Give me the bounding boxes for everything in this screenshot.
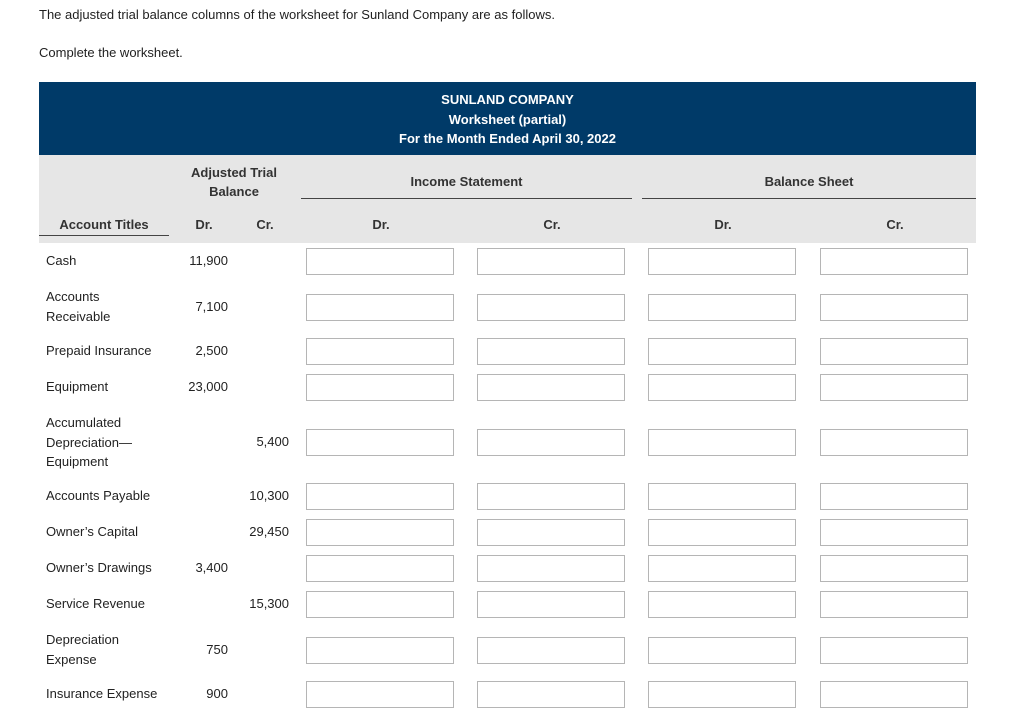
worksheet-header bbox=[39, 82, 976, 155]
is-cr-input[interactable] bbox=[477, 374, 625, 401]
account-title bbox=[46, 684, 157, 704]
worksheet bbox=[39, 82, 976, 701]
is-cr-input[interactable] bbox=[477, 637, 625, 664]
account-title bbox=[46, 287, 110, 326]
atb-cr-amount: 29,450 bbox=[249, 523, 289, 539]
atb-cr-amount: 5,400 bbox=[256, 434, 289, 450]
bs-cr-input[interactable] bbox=[820, 591, 968, 618]
is-cr-input[interactable] bbox=[477, 591, 625, 618]
bs-dr-input[interactable] bbox=[648, 294, 796, 321]
atb-dr-amount: 23,000 bbox=[188, 378, 228, 394]
atb-cr-heading: Cr. bbox=[256, 217, 274, 232]
account-title-line: Service Revenue bbox=[46, 596, 145, 611]
account-title-line: Owner’s Drawings bbox=[46, 560, 152, 575]
is-dr-input[interactable] bbox=[306, 519, 454, 546]
is-dr-heading: Dr. bbox=[372, 217, 390, 232]
bs-dr-input[interactable] bbox=[648, 429, 796, 456]
income-statement-underline bbox=[301, 198, 632, 199]
atb-dr-amount: 2,500 bbox=[195, 342, 228, 358]
is-cr-input[interactable] bbox=[477, 483, 625, 510]
atb-heading-line1: Adjusted Trial bbox=[191, 165, 277, 180]
is-dr-input[interactable] bbox=[306, 429, 454, 456]
account-titles-heading: Account Titles bbox=[59, 217, 149, 232]
bs-cr-input[interactable] bbox=[820, 338, 968, 365]
is-dr-input[interactable] bbox=[306, 338, 454, 365]
account-title bbox=[46, 413, 132, 472]
is-cr-input[interactable] bbox=[477, 338, 625, 365]
balance-sheet-underline bbox=[642, 198, 976, 199]
bs-cr-input[interactable] bbox=[820, 248, 968, 275]
bs-cr-input[interactable] bbox=[820, 519, 968, 546]
bs-cr-input[interactable] bbox=[820, 555, 968, 582]
bs-cr-input[interactable] bbox=[820, 681, 968, 708]
bs-dr-input[interactable] bbox=[648, 591, 796, 618]
is-cr-heading: Cr. bbox=[543, 217, 561, 232]
account-title bbox=[46, 558, 152, 578]
atb-cr-amount: 10,300 bbox=[249, 487, 289, 503]
account-title bbox=[46, 251, 76, 271]
is-dr-input[interactable] bbox=[306, 248, 454, 275]
atb-heading bbox=[179, 163, 289, 201]
bs-dr-input[interactable] bbox=[648, 483, 796, 510]
is-cr-input[interactable] bbox=[477, 555, 625, 582]
bs-dr-input[interactable] bbox=[648, 374, 796, 401]
bs-cr-input[interactable] bbox=[820, 294, 968, 321]
account-title-line: Receivable bbox=[46, 308, 111, 324]
atb-dr-amount: 900 bbox=[206, 685, 228, 701]
account-title-line: Equipment bbox=[46, 379, 109, 394]
account-title-line: Accounts Payable bbox=[46, 488, 151, 503]
atb-dr-heading: Dr. bbox=[195, 217, 213, 232]
is-dr-input[interactable] bbox=[306, 483, 454, 510]
atb-cr-amount: 15,300 bbox=[249, 595, 289, 611]
is-cr-input[interactable] bbox=[477, 681, 625, 708]
is-cr-input[interactable] bbox=[477, 519, 625, 546]
account-title-line: Accounts bbox=[46, 289, 100, 304]
atb-dr-amount: 3,400 bbox=[195, 559, 228, 575]
account-title-line: Depreciation bbox=[46, 632, 119, 647]
bs-cr-input[interactable] bbox=[820, 637, 968, 664]
account-titles-underline bbox=[39, 235, 169, 236]
account-title bbox=[46, 630, 119, 669]
is-cr-input[interactable] bbox=[477, 248, 625, 275]
account-title-line: Depreciation— bbox=[46, 434, 132, 450]
bs-cr-heading: Cr. bbox=[886, 217, 904, 232]
account-title-line: Equipment bbox=[46, 454, 109, 469]
is-dr-input[interactable] bbox=[306, 637, 454, 664]
atb-heading-line2: Balance bbox=[209, 184, 259, 199]
company-name: SUNLAND COMPANY bbox=[441, 92, 574, 107]
atb-dr-amount: 750 bbox=[206, 641, 228, 657]
account-title bbox=[46, 594, 145, 614]
account-title-line: Accumulated bbox=[46, 415, 122, 430]
account-title bbox=[46, 522, 138, 542]
is-dr-input[interactable] bbox=[306, 681, 454, 708]
income-statement-heading: Income Statement bbox=[410, 174, 523, 189]
bs-dr-input[interactable] bbox=[648, 519, 796, 546]
account-title-line: Insurance Expense bbox=[46, 686, 158, 701]
account-title bbox=[46, 341, 152, 361]
account-title-line: Cash bbox=[46, 253, 77, 268]
worksheet-title: Worksheet (partial) bbox=[448, 111, 567, 127]
bs-dr-input[interactable] bbox=[648, 338, 796, 365]
is-dr-input[interactable] bbox=[306, 374, 454, 401]
is-cr-input[interactable] bbox=[477, 429, 625, 456]
is-cr-input[interactable] bbox=[477, 294, 625, 321]
account-title bbox=[46, 486, 150, 506]
task-text: Complete the worksheet. bbox=[39, 45, 183, 60]
bs-cr-input[interactable] bbox=[820, 483, 968, 510]
bs-dr-input[interactable] bbox=[648, 681, 796, 708]
column-headers bbox=[39, 155, 976, 243]
atb-dr-amount: 11,900 bbox=[189, 252, 228, 268]
account-title bbox=[46, 377, 108, 397]
account-title-line: Expense bbox=[46, 651, 97, 667]
is-dr-input[interactable] bbox=[306, 555, 454, 582]
is-dr-input[interactable] bbox=[306, 591, 454, 618]
account-title-line: Owner’s Capital bbox=[46, 524, 139, 539]
bs-dr-heading: Dr. bbox=[714, 217, 732, 232]
worksheet-period: For the Month Ended April 30, 2022 bbox=[399, 131, 616, 146]
atb-dr-amount: 7,100 bbox=[195, 298, 228, 314]
bs-dr-input[interactable] bbox=[648, 248, 796, 275]
bs-dr-input[interactable] bbox=[648, 555, 796, 582]
bs-dr-input[interactable] bbox=[648, 637, 796, 664]
bs-cr-input[interactable] bbox=[820, 429, 968, 456]
bs-cr-input[interactable] bbox=[820, 374, 968, 401]
instructions-text: The adjusted trial balance columns of the worksheet for Sunland Company are as follows. bbox=[39, 7, 555, 22]
is-dr-input[interactable] bbox=[306, 294, 454, 321]
balance-sheet-heading: Balance Sheet bbox=[764, 174, 854, 189]
account-title-line: Prepaid Insurance bbox=[46, 343, 152, 358]
